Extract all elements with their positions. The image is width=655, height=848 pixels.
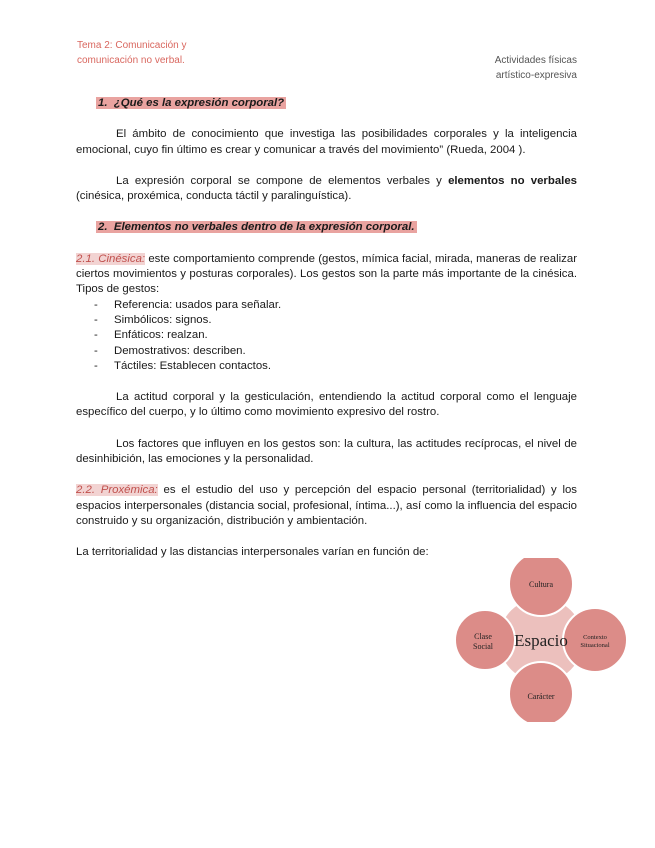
diagram-left-label-2: Social	[473, 642, 493, 651]
header-subject	[495, 53, 577, 83]
header-subject-line2: artístico-expresiva	[495, 70, 577, 81]
header-topic-line1: Tema 2: Comunicación y	[77, 40, 187, 51]
section2-number: 2.	[98, 221, 108, 234]
document-body	[76, 96, 577, 561]
emphasis-no-verbales: elementos no verbales	[448, 174, 577, 187]
section2-heading	[96, 220, 577, 235]
section1-number: 1.	[98, 97, 108, 109]
list-item: - Táctiles: Establecen contactos.	[94, 359, 577, 374]
cinesica-paragraph: 2.1. Cinésica: este comportamiento comprende (gestos, mímica facial, mirada, maneras de realizar ciertos movimientos y posturas corporales). Los gestos son la parte más importante de la cinésica. Tipos de gestos:	[76, 252, 577, 296]
diagram-left-label-1: Clase	[474, 632, 492, 641]
list-item: - Demostrativos: describen.	[94, 344, 577, 359]
diagram-center-label: Espacio	[514, 631, 568, 650]
territorialidad-paragraph: La territorialidad y las distancias interpersonales varían en función de:	[76, 546, 429, 559]
section2-title: Elementos no verbales dentro de la expresión corporal.	[113, 221, 415, 234]
section1-paragraph-1: El ámbito de conocimiento que investiga las posibilidades corporales y la inteligencia emocional, cuyo fin último es crear y comunicar a través del movimiento” (Rueda, 2004 ).	[76, 128, 577, 156]
section1-title: ¿Qué es la expresión corporal?	[113, 97, 285, 109]
diagram-right-label-2: Situacional	[580, 642, 610, 649]
header-topic-line2: comunicación no verbal.	[77, 55, 185, 66]
diagram-top-label: Cultura	[529, 580, 553, 589]
header-subject-line1: Actividades físicas	[494, 55, 577, 66]
section1-heading	[96, 96, 577, 111]
diagram-bottom-label: Carácter	[527, 692, 555, 701]
list-item: - Referencia: usados para señalar.	[94, 298, 577, 313]
proxemica-paragraph: 2.2. Proxémica: es el estudio del uso y percepción del espacio personal (territorialidad) y los espacios interpersonales (distancia social, profesional, íntima...), así como la influencia del espacio construido y su organización, distribución y ambientación.	[76, 484, 578, 527]
diagram-right-label-1: Contexto	[583, 634, 607, 641]
espacio-diagram	[453, 558, 629, 722]
section1-paragraph-2: La expresión corporal se compone de elementos verbales y elementos no verbales (cinésica, proxémica, conducta táctil y paralinguística).	[76, 174, 577, 203]
actitud-paragraph: La actitud corporal y la gesticulación, entendiendo la actitud corporal como el lenguaje específico del cuerpo, y lo último como movimiento expresivo del rostro.	[76, 391, 577, 419]
proxemica-label: 2.2. Proxémica:	[76, 484, 158, 497]
list-item: - Enfáticos: realzan.	[94, 328, 577, 343]
list-item: - Simbólicos: signos.	[94, 313, 577, 328]
header-topic	[77, 38, 187, 68]
gesture-types-list	[76, 298, 577, 374]
factores-paragraph: Los factores que influyen en los gestos son: la cultura, las actitudes recíprocas, el nivel de desinhibición, las emociones y la personalidad.	[76, 437, 577, 466]
cinesica-label: 2.1. Cinésica:	[76, 252, 146, 265]
